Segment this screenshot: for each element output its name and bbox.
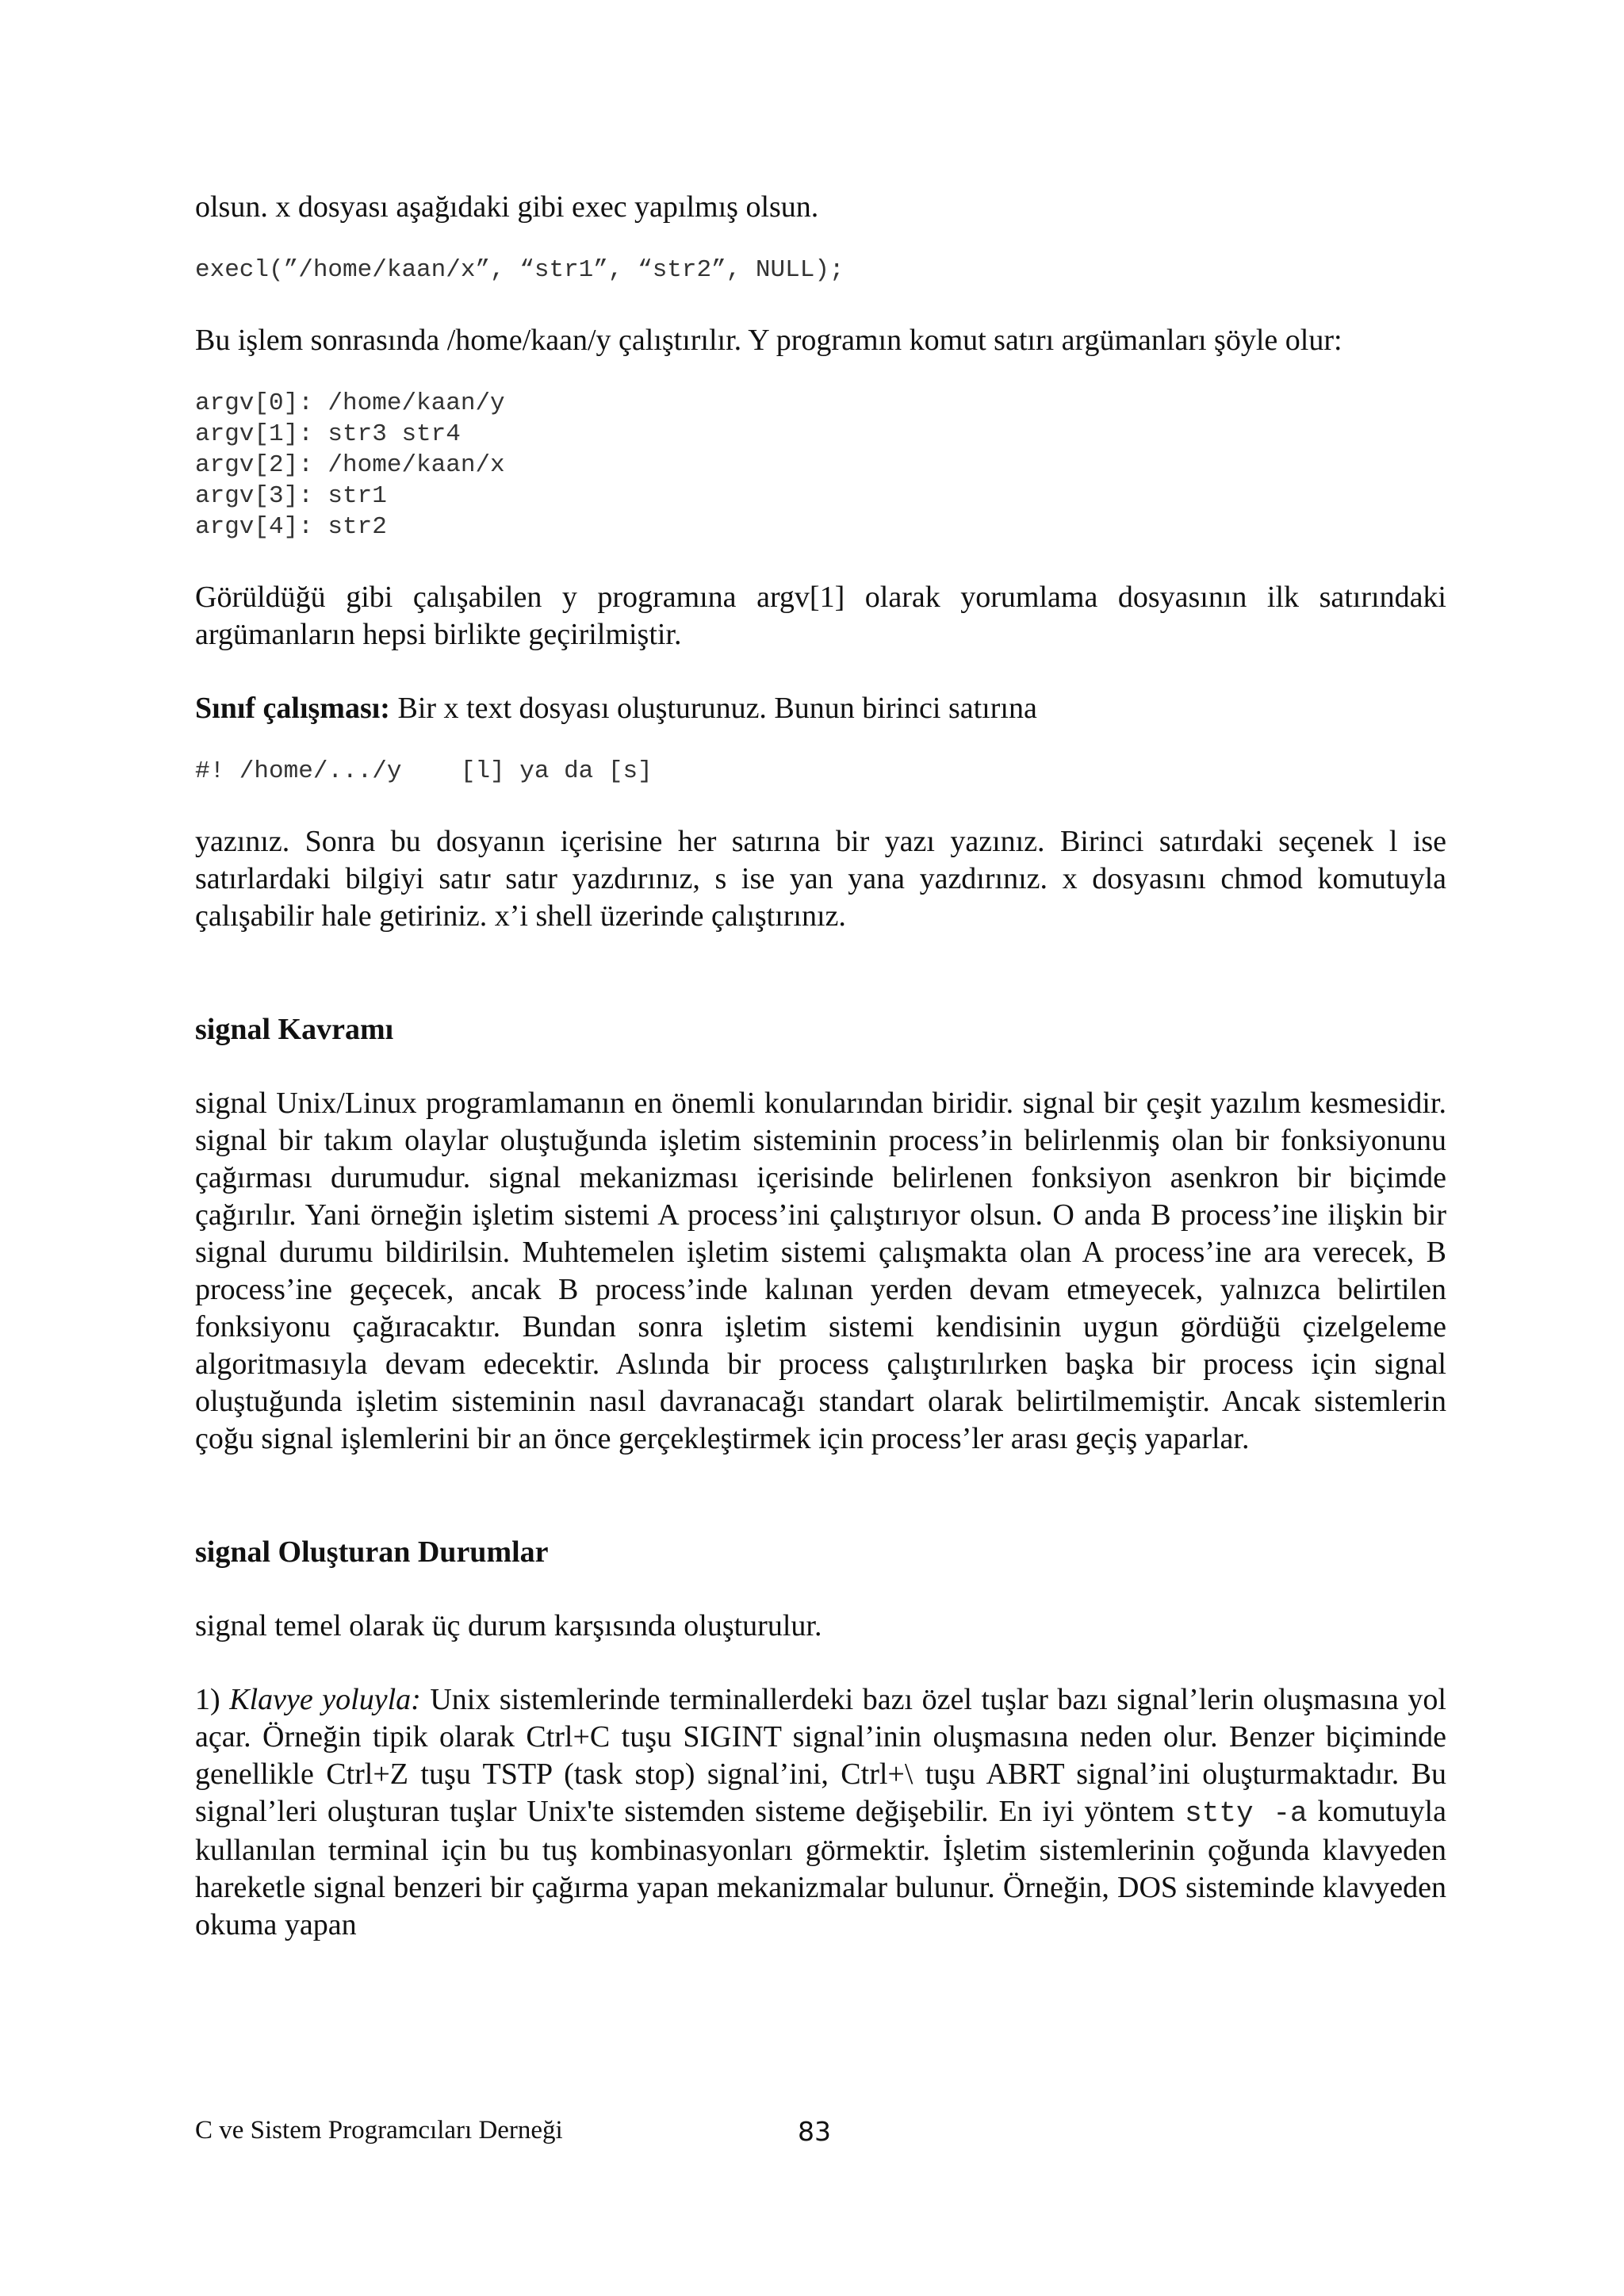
- paragraph-text: Unix sistemlerinde terminallerdeki bazı özel tuşlar bazı signal’lerin oluşmasına yol açar. Örneğin tipik olarak Ctrl+C tuşu SIGINT signal’inin oluşmasına neden olur. Benzer biçiminde genellikle Ctrl+Z tuşu TSTP (task stop) signal’ini, Ctrl+\ tuşu ABRT signal’ini oluşturmaktadır. Bu signal’leri oluşturan tuşlar Unix'te sistemden sisteme değişebilir. En iyi yöntem: [195, 1683, 1446, 1828]
- paragraph: Bu işlem sonrasında /home/kaan/y çalıştırılır. Y programın komut satırı argümanları şöyle olur:: [195, 324, 1342, 357]
- code-block: #! /home/.../y [l] ya da [s]: [195, 757, 653, 785]
- section-heading: signal Kavramı: [195, 1013, 394, 1046]
- list-paragraph: [195, 1681, 1446, 1944]
- page-content: [195, 189, 1446, 1944]
- exercise-label: Sınıf çalışması:: [195, 692, 390, 725]
- exercise-paragraph: [195, 690, 1446, 727]
- code-block: execl(”/home/kaan/x”, “str1”, “str2”, NULL);: [195, 256, 845, 284]
- list-item-title: Klavye yoluyla:: [229, 1683, 421, 1716]
- code-block: argv[0]: /home/kaan/y argv[1]: str3 str4 argv[2]: /home/kaan/x argv[3]: str1 argv[4]: str2: [195, 389, 505, 541]
- paragraph: olsun. x dosyası aşağıdaki gibi exec yapılmış olsun.: [195, 190, 819, 224]
- list-number: 1): [195, 1683, 230, 1716]
- footer-organization: C ve Sistem Programcıları Derneği: [195, 2116, 563, 2145]
- paragraph: signal Unix/Linux programlamanın en önemli konularından biridir. signal bir çeşit yazılım kesmesidir. signal bir takım olaylar oluştuğunda işletim sisteminin process’in belirlenmiş olan bir fonksiyonunu çağırması durumudur. signal mekanizması içerisinde belirlenen fonksiyon asenkron bir biçimde çağırılır. Yani örneğin işletim sistemi A process’ini çalıştırıyor olsun. O anda B process’ine ilişkin bir signal durumu bildirilsin. Muhtemelen işletim sistemi çalışmakta olan A process’ine ara verecek, B process’ine geçecek, ancak B process’inde kalınan yerden devam etmeyecek, yalnızca belirtilen fonksiyonu çağıracaktır. Bundan sonra işletim sistemi kendisinin uygun gördüğü çizelgeleme algoritmasıyla devam edecektir. Aslında bir process çalıştırılırken başka bir process için signal oluştuğunda işletim sisteminin nasıl davranacağı standart olarak belirtilmemiştir. Ancak sistemlerin çoğu signal işlemlerini bir an önce gerçekleştirmek için process’ler arası geçiş yaparlar.: [195, 1087, 1446, 1455]
- paragraph: Görüldüğü gibi çalışabilen y programına argv[1] olarak yorumlama dosyasının ilk satırındaki argümanların hepsi birlikte geçirilmiştir.: [195, 581, 1446, 651]
- section-heading: signal Oluşturan Durumlar: [195, 1535, 549, 1569]
- page-number: 83: [798, 2116, 831, 2147]
- paragraph: signal temel olarak üç durum karşısında oluşturulur.: [195, 1609, 822, 1642]
- exercise-text: Bir x text dosyası oluşturunuz. Bunun birinci satırına: [389, 692, 1037, 725]
- paragraph: yazınız. Sonra bu dosyanın içerisine her satırına bir yazı yazınız. Birinci satırdaki seçenek l ise satırlardaki bilgiyi satır satır yazdırınız, s ise yan yana yazdırınız. x dosyasını chmod komutuyla çalışabilir hale getiriniz. x’i shell üzerinde çalıştırınız.: [195, 825, 1446, 933]
- paragraph-text: komutuyla kullanılan terminal için bu tuş kombinasyonları görmektir. İşletim sistemlerinin çoğunda klavyeden hareketle signal benzeri bir çağırma yapan mekanizmalar bulunur. Örneğin, DOS sisteminde klavyeden okuma yapan: [195, 1795, 1446, 1941]
- inline-code: stty -a: [1185, 1797, 1308, 1830]
